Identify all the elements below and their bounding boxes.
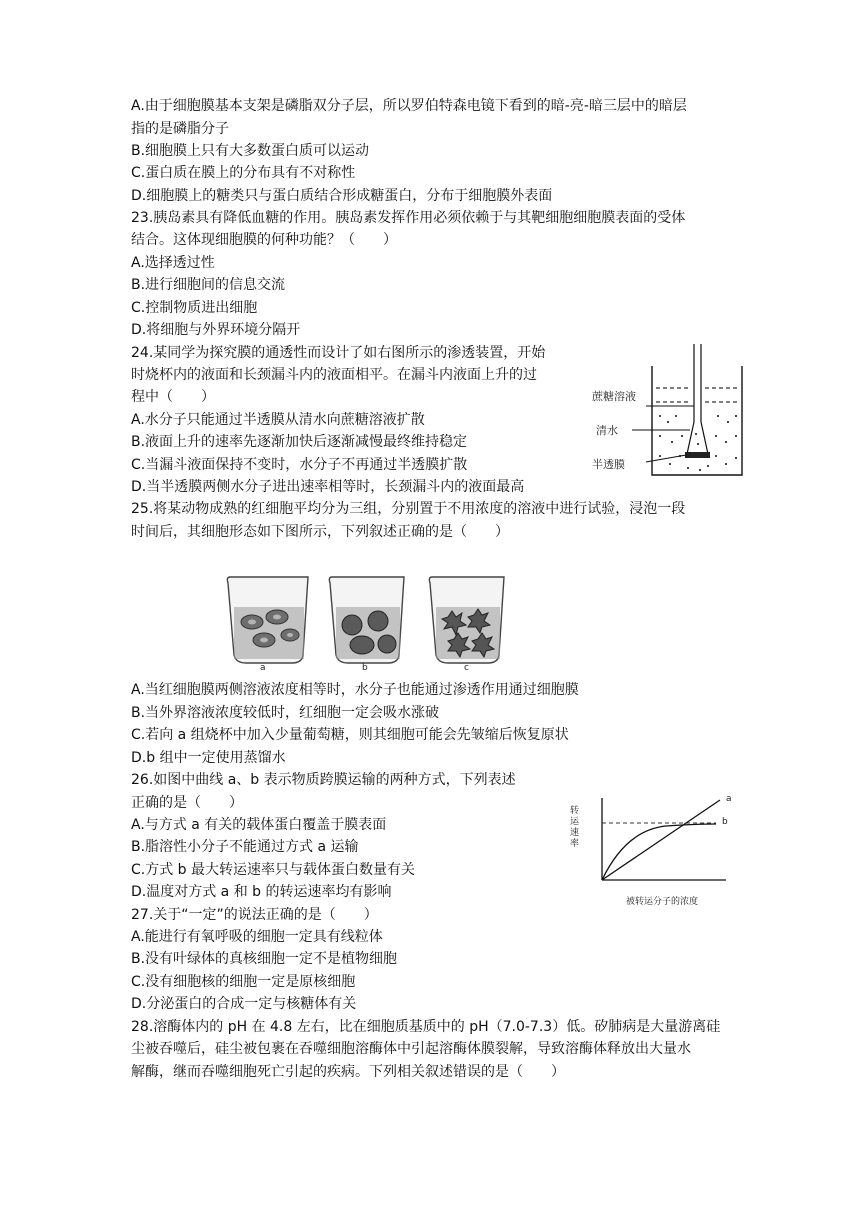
beaker-a	[227, 577, 308, 663]
text-line: C.当漏斗液面保持不变时，水分子不再通过半透膜扩散	[131, 457, 468, 473]
text-line: D.当半透膜两侧水分子进出速率相等时，长颈漏斗内的液面最高	[131, 479, 525, 495]
x-axis-label: 被转运分子的浓度	[626, 897, 699, 907]
text-line: C.方式 b 最大转运速率只与载体蛋白数量有关	[131, 862, 416, 878]
text-line: 26.如图中曲线 a、b 表示物质跨膜运输的两种方式，下列表述	[131, 772, 516, 788]
text-line: 27.关于“一定”的说法正确的是（ ）	[131, 907, 378, 923]
osmosis-figure	[588, 344, 754, 482]
text-line: C.控制物质进出细胞	[131, 300, 258, 316]
beaker-c	[429, 577, 504, 663]
text-line: A.当红细胞膜两侧溶液浓度相等时，水分子也能通过渗透作用通过细胞膜	[131, 682, 579, 698]
text-line: 结合。这体现细胞膜的何种功能？（ ）	[131, 232, 397, 248]
text-line: C.若向 a 组烧杯中加入少量葡萄糖，则其细胞可能会先皱缩后恢复原状	[131, 727, 569, 743]
text-line: 24.某同学为探究膜的通透性而设计了如右图所示的渗透装置，开始	[131, 345, 546, 361]
beaker-b	[329, 577, 404, 663]
beaker-label-b: b	[362, 663, 368, 673]
text-line: A.与方式 a 有关的载体蛋白覆盖于膜表面	[131, 817, 387, 833]
label-sucrose-solution: 蔗糖溶液	[592, 390, 636, 403]
text-line: B.细胞膜上只有大多数蛋白质可以运动	[131, 143, 370, 159]
y-axis-label: 转运速率	[570, 806, 580, 849]
beaker-label-c: c	[464, 663, 469, 673]
curve-label-a: a	[726, 794, 732, 804]
text-line: A.能进行有氧呼吸的细胞一定具有线粒体	[131, 929, 383, 945]
text-line: A.选择透过性	[131, 255, 215, 271]
curve-label-b: b	[722, 817, 728, 827]
text-line: C.蛋白质在膜上的分布具有不对称性	[131, 165, 356, 181]
text-line: C.没有细胞核的细胞一定是原核细胞	[131, 974, 356, 990]
text-line: B.进行细胞间的信息交流	[131, 277, 286, 293]
label-semipermeable-membrane: 半透膜	[592, 458, 625, 471]
text-line: B.没有叶绿体的真核细胞一定不是植物细胞	[131, 951, 398, 967]
red-cell-beakers-figure	[222, 567, 512, 673]
text-line: D.分泌蛋白的合成一定与核糖体有关	[131, 996, 357, 1012]
text-line: A.由于细胞膜基本支架是磷脂双分子层，所以罗伯特森电镜下看到的暗-亮-暗三层中的暗层	[131, 98, 687, 114]
text-line: B.液面上升的速率先逐渐加快后逐渐减慢最终维持稳定	[131, 434, 468, 450]
text-line: 时烧杯内的液面和长颈漏斗内的液面相平。在漏斗内液面上升的过	[131, 367, 537, 383]
curve-a	[602, 800, 720, 880]
beakers-drawing	[222, 567, 512, 673]
text-line: 25.将某动物成熟的红细胞平均分为三组，分别置于不用浓度的溶液中进行试验，浸泡一段	[131, 501, 686, 517]
text-line: B.脂溶性小分子不能通过方式 a 运输	[131, 839, 359, 855]
text-line: 正确的是（ ）	[131, 795, 243, 811]
text-line: 指的是磷脂分子	[131, 121, 229, 137]
text-line: D.细胞膜上的糖类只与蛋白质结合形成糖蛋白，分布于细胞膜外表面	[131, 188, 553, 204]
text-line: 28.溶酶体内的 pH 在 4.8 左右，比在细胞质基质中的 pH（7.0-7.3）低。矽肺病是大量游离硅	[131, 1019, 721, 1035]
text-line: 程中（ ）	[131, 389, 215, 405]
curve-b	[602, 824, 716, 880]
text-line: 时间后，其细胞形态如下图所示，下列叙述正确的是（ ）	[131, 524, 509, 540]
text-line: D.b 组中一定使用蒸馏水	[131, 750, 286, 766]
transport-rate-figure	[566, 790, 746, 912]
text-line: D.温度对方式 a 和 b 的转运速率均有影响	[131, 884, 392, 900]
text-line: 尘被吞噬后，硅尘被包裹在吞噬细胞溶酶体中引起溶酶体膜裂解，导致溶酶体释放出大量水	[131, 1041, 691, 1057]
text-line: B.当外界溶液浓度较低时，红细胞一定会吸水涨破	[131, 705, 440, 721]
beaker-label-a: a	[260, 663, 266, 673]
label-clear-water: 清水	[596, 424, 618, 437]
text-line: D.将细胞与外界环境分隔开	[131, 322, 301, 338]
text-line: A.水分子只能通过半透膜从清水向蔗糖溶液扩散	[131, 412, 425, 428]
text-line: 解酶，继而吞噬细胞死亡引起的疾病。下列相关叙述错误的是（ ）	[131, 1064, 565, 1080]
text-line: 23.胰岛素具有降低血糖的作用。胰岛素发挥作用必须依赖于与其靶细胞细胞膜表面的受体	[131, 210, 686, 226]
